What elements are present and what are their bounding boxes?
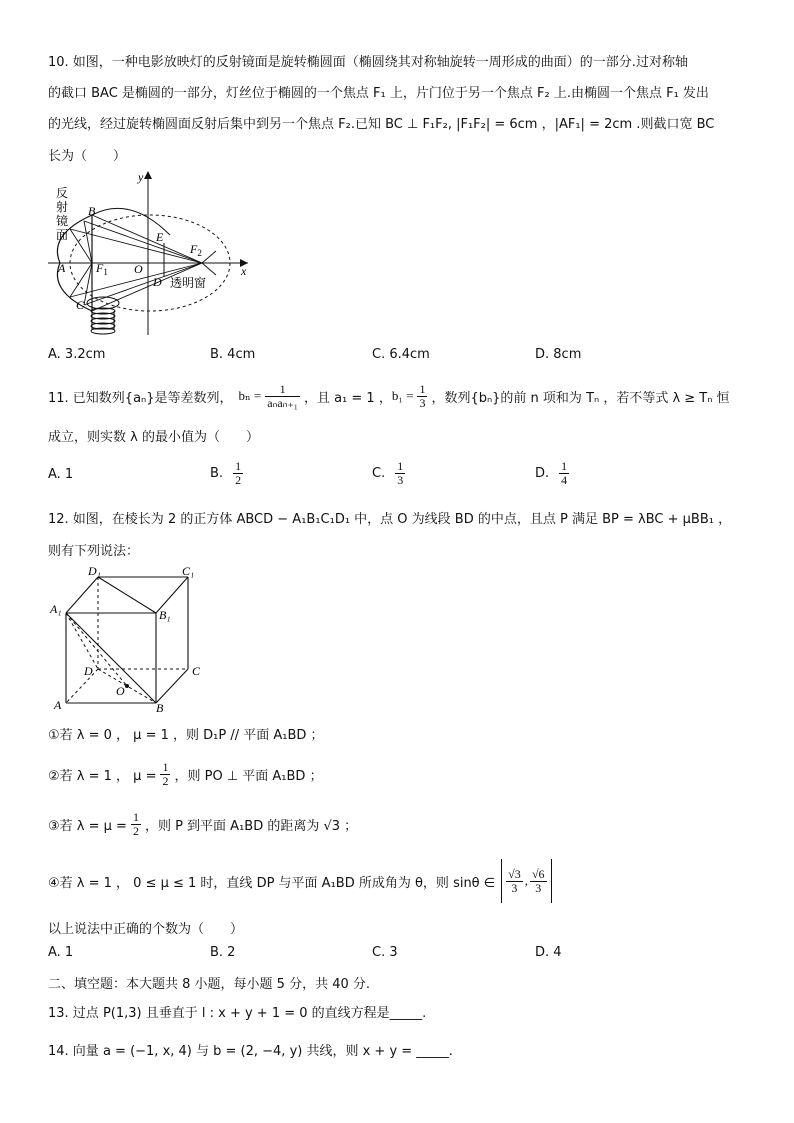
q11-c-num: 1	[397, 459, 404, 473]
q12-statement-4	[48, 858, 552, 904]
q12-line1: 12. 如图，在棱长为 2 的正方体 ABCD − A₁B₁C₁D₁ 中，点 O 为线段 BD 的中点，且点 P 满足 BP = λBC + μBB₁ ，	[48, 512, 732, 527]
cube-label-C: C	[192, 664, 201, 678]
label-y: y	[138, 170, 144, 184]
q14: 14. 向量 a = (−1, x, 4) 与 b = (2, −4, y) 共线，则 x + y = _____.	[48, 1044, 453, 1059]
label-she: 射	[56, 200, 69, 214]
label-A: A	[58, 261, 66, 275]
label-F2: $F_2$	[190, 242, 202, 258]
q10-line4: 长为（ ）	[48, 149, 127, 164]
label-jing: 镜	[56, 214, 69, 228]
q11-d-num: 1	[561, 459, 568, 473]
q11-pre: 11. 已知数列{aₙ}是等差数列，	[48, 390, 233, 406]
q11-post: ，数列{bₙ}的前 n 项和为 Tₙ ，若不等式 λ ≥ Tₙ 恒	[431, 390, 730, 406]
q11-c-den: 3	[397, 472, 404, 487]
q11-option-d[interactable]	[535, 460, 569, 486]
q12-s2-post: ，则 PO ⊥ 平面 A₁BD ；	[174, 768, 323, 784]
q12-statement-2	[48, 756, 323, 792]
q11-option-d-fraction	[559, 460, 569, 486]
q10-option-b[interactable]: B. 4cm	[210, 347, 256, 362]
label-E: E	[156, 230, 164, 244]
q11-option-c[interactable]	[372, 460, 405, 486]
q12-s3-pre: ③若 λ = μ =	[48, 818, 127, 834]
q12-line2: 则有下列说法：	[48, 544, 140, 559]
q12-ask: 以上说法中正确的个数为（ ）	[48, 922, 244, 937]
label-mian: 面	[56, 228, 69, 242]
q11-bn: bₙ =	[238, 388, 262, 403]
label-window: 透明窗	[170, 276, 207, 290]
cube-label-B: B	[156, 701, 164, 713]
q12-option-b[interactable]: B. 2	[210, 945, 236, 960]
q12-s3-den: 2	[132, 823, 139, 838]
q10-line1: 10. 如图，一种电影放映灯的反射镜面是旋转椭圆面（椭圆绕其对称轴旋转一周形成的曲面）的一部分.过对称轴	[48, 55, 688, 70]
q10-option-a[interactable]: A. 3.2cm	[48, 347, 106, 362]
q11-d-den: 4	[561, 472, 568, 487]
q11-line2: 成立，则实数 λ 的最小值为（ ）	[48, 430, 259, 445]
q11-line1	[48, 378, 730, 414]
q12-s4-left-den: 3	[511, 880, 518, 895]
q12-s2-pre: ②若 λ = 1 ， μ =	[48, 768, 157, 784]
q12-option-d[interactable]: D. 4	[535, 945, 562, 960]
q11-option-c-fraction	[395, 460, 405, 486]
q10-line3: 的光线，经过旋转椭圆面反射后集中到另一个焦点 F₂.已知 BC ⊥ F₁F₂, |F₁F₂| = 6cm ，|AF₁| = 2cm .则截口宽 BC	[48, 117, 715, 132]
q12-s4-right	[530, 868, 547, 894]
q11-b-num: 1	[235, 459, 242, 473]
q11-b-den: 2	[235, 472, 242, 487]
q12-statement-3	[48, 806, 357, 842]
q11-b1-num: 1	[419, 381, 426, 396]
q11-mid1: ，且 a₁ = 1 ，	[303, 390, 392, 406]
cube-label-D1: D₁	[88, 564, 101, 578]
ellipse-reflector-figure	[40, 165, 260, 345]
label-fan: 反	[56, 186, 69, 200]
q10-option-c[interactable]: C. 6.4cm	[372, 347, 430, 362]
cube-label-A: A	[54, 698, 62, 712]
q11-option-b[interactable]	[210, 460, 243, 486]
label-B: B	[88, 204, 96, 218]
cube-label-O: O	[116, 684, 125, 698]
q11-option-b-label: B.	[210, 465, 224, 481]
q11-option-d-label: D.	[535, 465, 550, 481]
label-O: O	[134, 262, 143, 276]
q13: 13. 过点 P(1,3) 且垂直于 l : x + y + 1 = 0 的直线方程是_____.	[48, 1006, 427, 1021]
q12-s4-interval: $\frac{√3}{3}$ , $\frac{√6}{3}$	[501, 859, 551, 903]
q11-option-b-fraction	[233, 460, 243, 486]
q12-s2-den: 2	[162, 773, 169, 788]
q12-s4-left	[506, 868, 523, 894]
q12-s3-fraction	[131, 811, 141, 837]
cube-label-B1: B₁	[159, 608, 171, 622]
q12-option-c[interactable]: C. 3	[372, 945, 398, 960]
cube-label-A1: A₁	[50, 602, 62, 616]
cube-figure	[48, 563, 218, 713]
q12-s2-fraction	[160, 761, 170, 787]
cube-label-D: D	[84, 664, 93, 678]
q12-s4-left-num: √3	[508, 866, 521, 881]
q11-bn-fraction	[265, 383, 300, 409]
label-C: C	[76, 298, 85, 312]
label-F1: $F_1$	[96, 261, 108, 277]
q12-s3-post: ，则 P 到平面 A₁BD 的距离为 √3 ；	[144, 818, 358, 834]
q12-s2-num: 1	[162, 759, 169, 774]
q11-b1-den: 3	[419, 395, 426, 410]
q11-bn-num: 1	[265, 383, 300, 397]
q10-line2: 的截口 BAC 是椭圆的一部分，灯丝位于椭圆的一个焦点 F₁ 上，片门位于另一个焦点 F₂ 上.由椭圆一个焦点 F₁ 发出	[48, 86, 709, 101]
q11-b1-fraction	[417, 383, 427, 409]
q11-bn-den: aₙaₙ₊₁	[267, 395, 298, 410]
q12-statement-1: ①若 λ = 0 ， μ = 1 ，则 D₁P // 平面 A₁BD ；	[48, 728, 324, 743]
section-2-heading: 二、填空题：本大题共 8 小题，每小题 5 分，共 40 分.	[48, 977, 371, 992]
q11-option-c-label: C.	[372, 465, 386, 481]
cube-label-C1: C₁	[182, 564, 195, 578]
q11-b1: b₁ =	[391, 388, 414, 403]
q12-s4-right-num: √6	[531, 866, 545, 881]
q12-s3-num: 1	[132, 809, 139, 824]
q12-s4-pre: ④若 λ = 1 ， 0 ≤ μ ≤ 1 时，直线 DP 与平面 A₁BD 所成角为 θ，则 sinθ ∈	[48, 875, 496, 891]
label-D: D	[153, 275, 162, 289]
label-x: x	[241, 264, 247, 278]
q10-option-d[interactable]: D. 8cm	[535, 347, 582, 362]
q12-option-a[interactable]: A. 1	[48, 945, 74, 960]
q12-s4-right-den: 3	[535, 880, 542, 895]
q11-option-a[interactable]: A. 1	[48, 467, 74, 482]
